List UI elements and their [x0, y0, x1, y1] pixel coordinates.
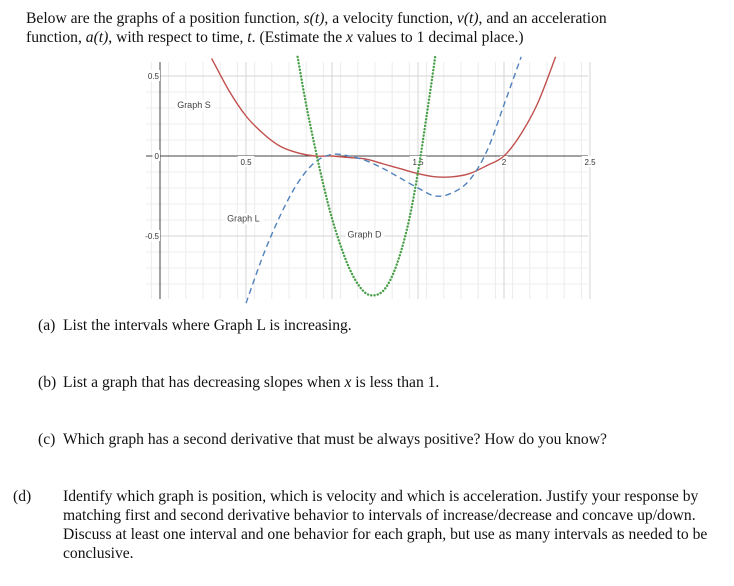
x-tick-label: 0.5	[240, 158, 252, 167]
graph-d-label: Graph D	[347, 229, 382, 240]
question-text: Identify which graph is position, which is velocity and which is acceleration. Justify your response by matching first and second derivative behavior to intervals of increase/decrease and concave up/down. Discuss at least one interval and one behavior for each graph, but use as many intervals as needed to be conclusive.	[63, 488, 708, 562]
question-text: is less than 1.	[351, 374, 440, 391]
intro-text: values to 1 decimal place.)	[352, 29, 524, 46]
x-symbol: x	[346, 29, 353, 46]
question-text: List the intervals where Graph L is increasing.	[63, 317, 352, 334]
position-function-symbol: s(t)	[303, 10, 325, 27]
intro-text: . (Estimate the	[251, 29, 347, 46]
plot-area	[146, 62, 588, 299]
y-tick-label: -0.5	[145, 232, 159, 241]
graph-s-label: Graph S	[177, 100, 211, 110]
x-tick-label: 2.5	[584, 158, 596, 167]
intro-text: , and an acceleration	[478, 10, 607, 27]
question-d	[13, 487, 723, 563]
velocity-function-symbol: v(t)	[456, 10, 479, 27]
acceleration-function-symbol: a(t)	[85, 29, 109, 46]
grid	[146, 62, 590, 299]
intro-text: Below are the graphs of a position function,	[26, 10, 304, 27]
question-b	[38, 373, 698, 392]
question-a	[38, 316, 698, 335]
y-tick-label: 0.5	[147, 72, 159, 81]
question-label: (d)	[13, 488, 32, 505]
question-label: (a)	[38, 317, 56, 334]
x-tick-label: 1.5	[412, 158, 424, 167]
time-symbol: t	[247, 29, 252, 46]
question-text: Which graph has a second derivative that must be always positive? How do you know?	[63, 431, 607, 448]
question-text: List a graph that has decreasing slopes when	[63, 374, 345, 391]
y-tick-label: 0	[154, 152, 159, 161]
question-label: (b)	[38, 374, 57, 391]
x-tick-label: 2	[501, 158, 507, 167]
intro-text: function,	[26, 29, 86, 46]
graph-l-label: Graph L	[227, 213, 260, 224]
x-symbol: x	[344, 374, 352, 391]
question-c	[38, 430, 698, 449]
intro-text: , with respect to time,	[108, 29, 248, 46]
question-label: (c)	[38, 431, 56, 448]
intro-text: , a velocity function,	[324, 10, 457, 27]
